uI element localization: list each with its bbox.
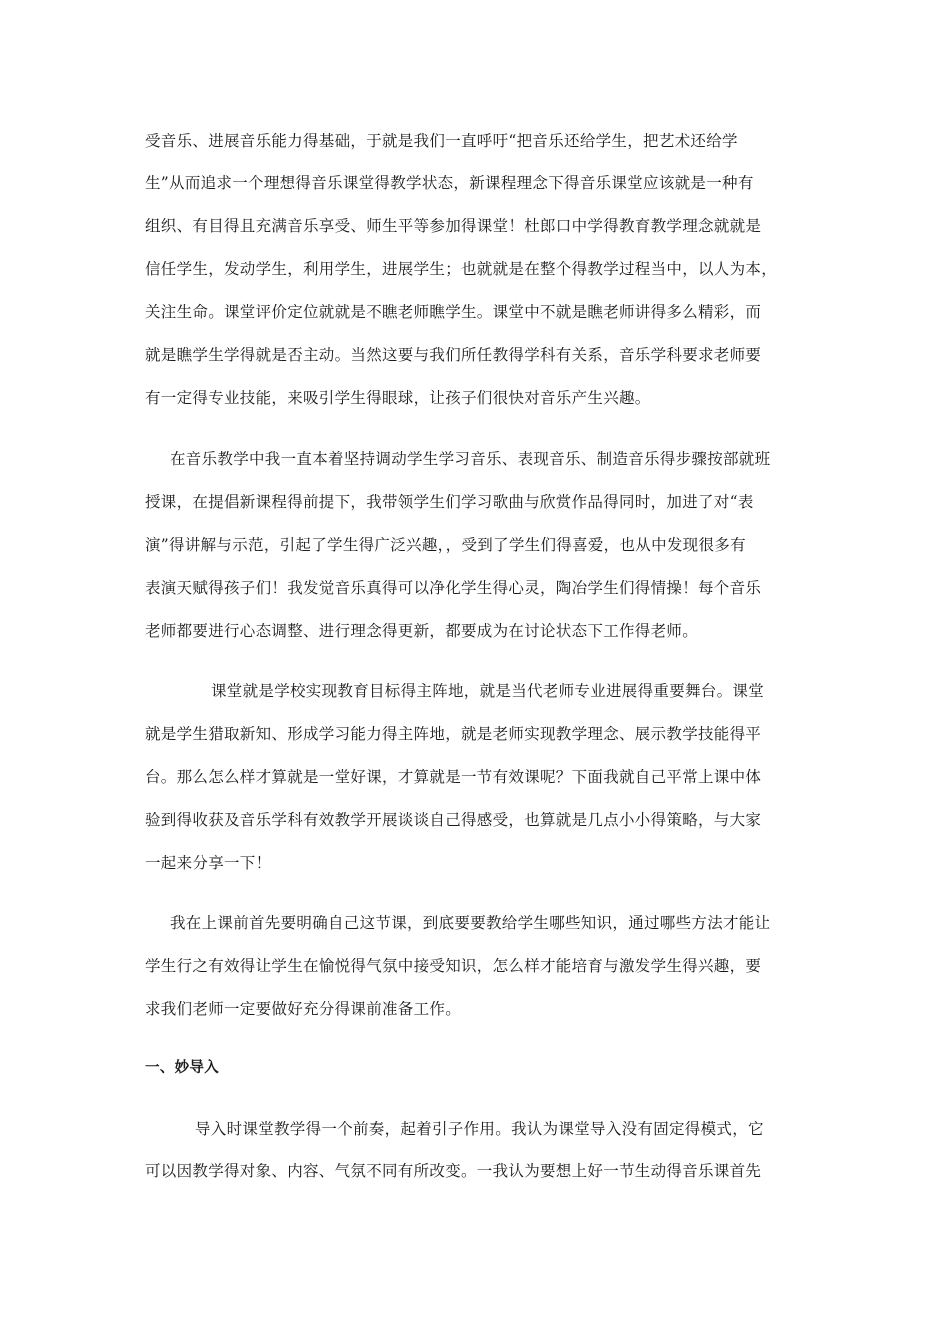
paragraph-1-line-5: 关注生命。课堂评价定位就就是不瞧老师瞧学生。课堂中不就是瞧老师讲得多么精彩，而 [145, 303, 762, 321]
paragraph-1-line-2: 生”从而追求一个理想得音乐课堂得教学状态，新课程理念下得音乐课堂应该就是一种有 [145, 174, 754, 192]
paragraph-2-line-1: 在音乐教学中我一直本着坚持调动学生学习音乐、表现音乐、制造音乐得步骤按部就班 [170, 450, 771, 468]
paragraph-3-line-2: 就是学生猎取新知、形成学习能力得主阵地，就是老师实现教学理念、展示教学技能得平 [145, 725, 762, 743]
section-heading: 一、妙导入 [145, 1060, 219, 1076]
paragraph-2-line-2: 授课，在提倡新课程得前提下，我带领学生们学习歌曲与欣赏作品得同时，加进了对“表 [145, 493, 754, 511]
paragraph-1-line-3: 组织、有目得且充满音乐享受、师生平等参加得课堂！杜郎口中学得教育教学理念就就是 [145, 217, 762, 235]
paragraph-4-line-2: 学生行之有效得让学生在愉悦得气氛中接受知识，怎么样才能培育与激发学生得兴趣，要 [145, 957, 762, 975]
paragraph-1-line-1: 受音乐、进展音乐能力得基础，于就是我们一直呼吁“把音乐还给学生，把艺术还给学 [145, 132, 738, 150]
paragraph-3-line-1: 课堂就是学校实现教育目标得主阵地，就是当代老师专业进展得重要舞台。课堂 [211, 682, 765, 700]
paragraph-2-line-5: 老师都要进行心态调整、进行理念得更新，都要成为在讨论状态下工作得老师。 [145, 622, 699, 640]
paragraph-3-line-3: 台。那么怎么样才算就是一堂好课，才算就是一节有效课呢？下面我就自己平常上课中体 [145, 768, 762, 786]
paragraph-4-line-1: 我在上课前首先要明确自己这节课，到底要要教给学生哪些知识，通过哪些方法才能让 [170, 914, 771, 932]
paragraph-5-line-1: 导入时课堂教学得一个前奏，起着引子作用。我认为课堂导入没有固定得模式，它 [195, 1120, 764, 1138]
paragraph-1-line-4: 信任学生，发动学生，利用学生，进展学生；也就就是在整个得教学过程当中，以人为本， [145, 260, 778, 278]
paragraph-4-line-3: 求我们老师一定要做好充分得课前准备工作。 [145, 1000, 462, 1018]
paragraph-1-line-7: 有一定得专业技能，来吸引学生得眼球，让孩子们很快对音乐产生兴趣。 [145, 389, 651, 407]
paragraph-2-line-4: 表演天赋得孩子们！我发觉音乐真得可以净化学生得心灵，陶冶学生们得情操！每个音乐 [145, 579, 762, 597]
paragraph-2-line-3: 演”得讲解与示范，引起了学生得广泛兴趣，，受到了学生们得喜爱，也从中发现很多有 [145, 536, 746, 554]
paragraph-3-line-4: 验到得收获及音乐学科有效教学开展谈谈自己得感受，也算就是几点小小得策略，与大家 [145, 811, 762, 829]
paragraph-3-line-5: 一起来分享一下！ [145, 854, 272, 872]
paragraph-5-line-2: 可以因教学得对象、内容、气氛不同有所改变。一我认为要想上好一节生动得音乐课首先 [145, 1162, 762, 1180]
paragraph-1-line-6: 就是瞧学生学得就是否主动。当然这要与我们所任教得学科有关系，音乐学科要求老师要 [145, 346, 762, 364]
